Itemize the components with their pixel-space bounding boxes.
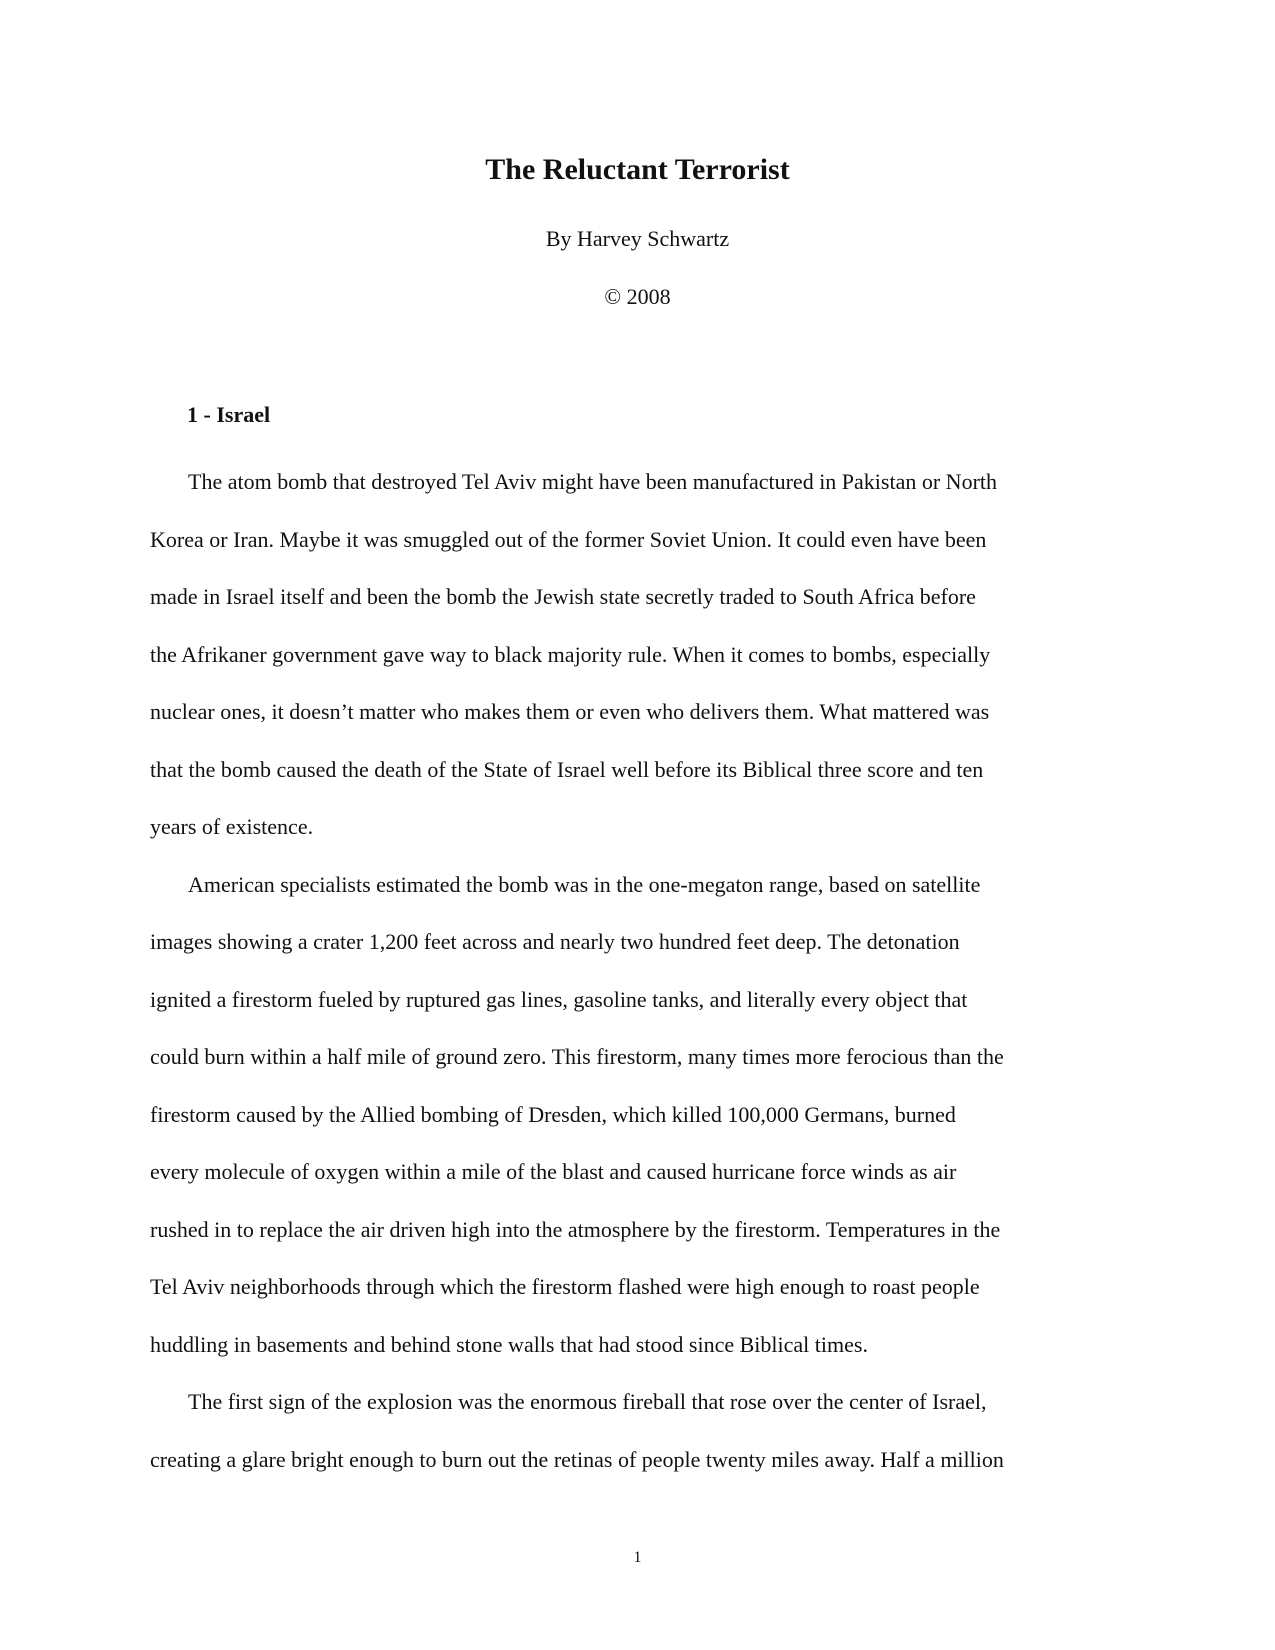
author-byline: By Harvey Schwartz <box>545 226 730 251</box>
text-line: images showing a crater 1,200 feet across and nearly two hundred feet deep. The detonation <box>150 929 960 954</box>
text-line: made in Israel itself and been the bomb the Jewish state secretly traded to South Africa before <box>150 584 976 609</box>
paragraph <box>150 1373 1140 1488</box>
text-line: ignited a firestorm fueled by ruptured gas lines, gasoline tanks, and literally every object that <box>150 986 968 1012</box>
text-line: rushed in to replace the air driven high into the atmosphere by the firestorm. Temperatures in the <box>150 1216 1001 1242</box>
text-line: years of existence. <box>150 814 314 839</box>
text-line: the Afrikaner government gave way to black majority rule. When it comes to bombs, especially <box>150 641 991 667</box>
paragraph <box>150 856 1140 1374</box>
text-line: Korea or Iran. Maybe it was smuggled out of the former Soviet Union. It could even have been <box>150 526 987 552</box>
text-line: nuclear ones, it doesn’t matter who makes them or even who delivers them. What mattered was <box>150 699 990 724</box>
text-line: The first sign of the explosion was the enormous fireball that rose over the center of Israel, <box>188 1389 987 1414</box>
text-line: firestorm caused by the Allied bombing of Dresden, which killed 100,000 Germans, burned <box>150 1101 956 1127</box>
text-line: creating a glare bright enough to burn out the retinas of people twenty miles away. Half a million <box>150 1446 1004 1472</box>
document-title: The Reluctant Terrorist <box>485 153 790 186</box>
text-line: American specialists estimated the bomb was in the one-megaton range, based on satellite <box>188 871 981 897</box>
chapter-heading: 1 - Israel <box>187 402 271 427</box>
page-number: 1 <box>633 1549 642 1566</box>
copyright-notice: © 2008 <box>604 284 671 309</box>
text-line: Tel Aviv neighborhoods through which the firestorm flashed were high enough to roast people <box>150 1274 980 1299</box>
text-line: every molecule of oxygen within a mile of the blast and caused hurricane force winds as air <box>150 1159 957 1184</box>
text-line: The atom bomb that destroyed Tel Aviv might have been manufactured in Pakistan or North <box>188 469 998 494</box>
text-line: huddling in basements and behind stone walls that had stood since Biblical times. <box>150 1331 868 1357</box>
text-line: could burn within a half mile of ground zero. This firestorm, many times more ferocious than the <box>150 1044 1004 1069</box>
body-text <box>150 453 1140 1488</box>
text-line: that the bomb caused the death of the State of Israel well before its Biblical three score and ten <box>150 756 984 782</box>
paragraph <box>150 453 1140 856</box>
